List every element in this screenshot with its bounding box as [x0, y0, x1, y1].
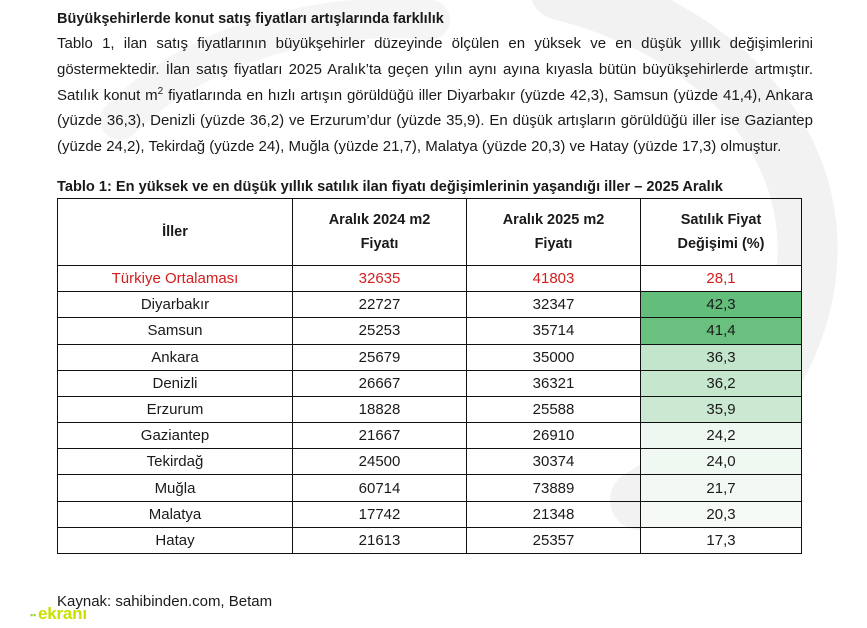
cell-city: Malatya — [58, 501, 293, 527]
cell-dec2025: 41803 — [467, 265, 641, 291]
superscript-two: 2 — [157, 85, 164, 97]
table-row — [58, 501, 802, 527]
table-row — [58, 396, 802, 422]
table-row — [58, 265, 802, 291]
cell-dec2025: 32347 — [467, 292, 641, 318]
table-caption: Tablo 1: En yüksek ve en düşük yıllık satılık ilan fiyatı değişimlerinin yaşandığı iller – 2025 Aralık — [57, 178, 723, 195]
cell-dec2025: 25588 — [467, 396, 641, 422]
cell-dec2025: 73889 — [467, 475, 641, 501]
cell-city: Tekirdağ — [58, 449, 293, 475]
cell-dec2025: 30374 — [467, 449, 641, 475]
table-row — [58, 318, 802, 344]
header-dec-2024: Aralık 2024 m2 Fiyatı — [293, 198, 467, 265]
cell-dec2024: 26667 — [293, 370, 467, 396]
intro-paragraph — [57, 31, 813, 160]
table-row — [58, 344, 802, 370]
cell-change: 28,1 — [641, 265, 802, 291]
cell-change: 24,0 — [641, 449, 802, 475]
document-body — [57, 8, 813, 554]
header-dec-2025: Aralık 2025 m2 Fiyatı — [467, 198, 641, 265]
watermark-logo — [30, 604, 87, 624]
cell-city: Muğla — [58, 475, 293, 501]
table-row — [58, 475, 802, 501]
cell-dec2025: 36321 — [467, 370, 641, 396]
cell-dec2024: 17742 — [293, 501, 467, 527]
source-note: Kaynak: sahibinden.com, Betam — [57, 593, 273, 610]
cell-dec2024: 25679 — [293, 344, 467, 370]
cell-change: 36,2 — [641, 370, 802, 396]
table-row — [58, 449, 802, 475]
cell-city: Diyarbakır — [58, 292, 293, 318]
cell-change: 35,9 — [641, 396, 802, 422]
cell-dec2024: 21613 — [293, 527, 467, 553]
price-change-table — [57, 198, 802, 554]
table-row — [58, 423, 802, 449]
paragraph-text-end: fiyatlarında en hızlı artışın görüldüğü iller Diyarbakır (yüzde 42,3), Samsun (yüzde 41,4), Ankara (yüzde 36,3), Denizli (yüzde 36,2) ve Erzurum’dur (yüzde 35,9). En düşük artışların görüldüğü iller ise Gaziantep (yüzde 24,2), Tekirdağ (yüzde 24), Muğla (yüzde 21,7), Malatya (yüzde 20,3) ve Hatay (yüzde 17,3) olmuştur. — [57, 86, 813, 156]
cell-change: 41,4 — [641, 318, 802, 344]
cell-change: 42,3 — [641, 292, 802, 318]
cell-dec2024: 21667 — [293, 423, 467, 449]
section-heading: Büyükşehirlerde konut satış fiyatları artışlarında farklılık — [57, 11, 444, 27]
table-row — [58, 370, 802, 396]
logo-dots-icon: ▪▪ — [30, 609, 36, 620]
cell-change: 17,3 — [641, 527, 802, 553]
table-row — [58, 527, 802, 553]
cell-dec2025: 21348 — [467, 501, 641, 527]
header-change: Satılık Fiyat Değişimi (%) — [641, 198, 802, 265]
cell-city: Ankara — [58, 344, 293, 370]
cell-city: Gaziantep — [58, 423, 293, 449]
cell-dec2024: 24500 — [293, 449, 467, 475]
cell-city: Hatay — [58, 527, 293, 553]
cell-dec2024: 18828 — [293, 396, 467, 422]
cell-dec2025: 26910 — [467, 423, 641, 449]
cell-dec2024: 32635 — [293, 265, 467, 291]
cell-city: Türkiye Ortalaması — [58, 265, 293, 291]
cell-change: 36,3 — [641, 344, 802, 370]
cell-dec2025: 35714 — [467, 318, 641, 344]
table-body — [58, 265, 802, 553]
cell-change: 20,3 — [641, 501, 802, 527]
paragraph-text-start: Tablo 1, ilan satış fiyatlarının büyükşehirler düzeyinde ölçülen en yüksek ve en düşük yıllık değişimlerini göstermektedir. İlan satış fiyatları 2025 Aralık’ta geçen yılın aynı ayına kıyasla bütün büyükşehirlerde artmıştır. Satılık konut m — [57, 35, 813, 104]
cell-change: 24,2 — [641, 423, 802, 449]
cell-city: Erzurum — [58, 396, 293, 422]
cell-city: Denizli — [58, 370, 293, 396]
table-header-row — [58, 198, 802, 265]
cell-dec2024: 22727 — [293, 292, 467, 318]
cell-dec2025: 25357 — [467, 527, 641, 553]
header-city: İller — [58, 198, 293, 265]
cell-dec2025: 35000 — [467, 344, 641, 370]
table-row — [58, 292, 802, 318]
cell-change: 21,7 — [641, 475, 802, 501]
cell-dec2024: 25253 — [293, 318, 467, 344]
logo-text: ekranı — [37, 604, 87, 623]
cell-dec2024: 60714 — [293, 475, 467, 501]
cell-city: Samsun — [58, 318, 293, 344]
